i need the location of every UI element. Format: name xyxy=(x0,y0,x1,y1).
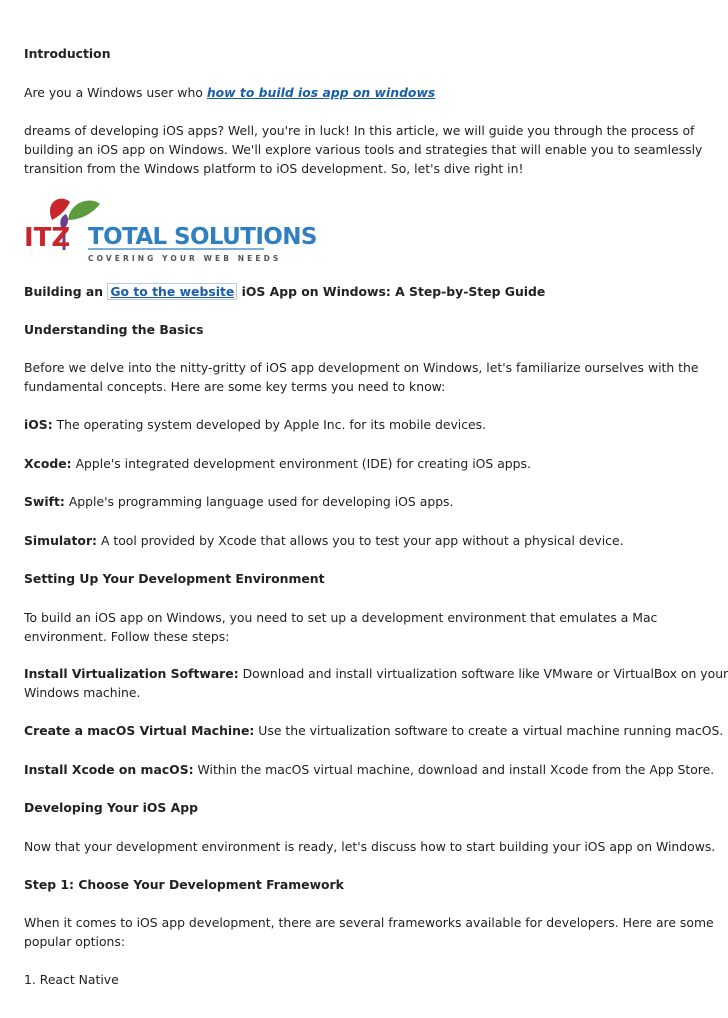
intro-para-line-2: building an iOS app on Windows. We'll explore various tools and strategies that will enable you to seamlessly xyxy=(24,142,703,157)
green-leaf-icon xyxy=(68,201,100,220)
step1-para-line-2: popular options: xyxy=(24,934,126,949)
step1-para-line-1: When it comes to iOS app development, there are several frameworks available for developers. Here are some xyxy=(24,915,714,930)
logo-brand-short: ITZ xyxy=(24,223,71,253)
step1-heading: Step 1: Choose Your Development Framework xyxy=(24,877,344,892)
term-desc: A tool provided by Xcode that allows you to test your app without a physical device. xyxy=(97,533,624,548)
go-to-website-link[interactable]: Go to the website xyxy=(107,283,237,300)
step-desc: Download and install virtualization software like VMware or VirtualBox on your xyxy=(238,666,728,681)
logo-graphic xyxy=(22,190,317,266)
term-swift xyxy=(24,492,696,511)
guide-heading xyxy=(24,282,696,301)
term-xcode xyxy=(24,454,696,473)
step-install-virtualization-cont: Windows machine. xyxy=(24,685,141,700)
intro-lead xyxy=(24,83,696,102)
guide-heading-after: iOS App on Windows: A Step-by-Step Guide xyxy=(237,284,546,299)
itz-total-solutions-logo xyxy=(22,190,317,266)
step-install-xcode xyxy=(24,760,715,779)
term-label: Xcode: xyxy=(24,456,72,471)
setup-para-line-1: To build an iOS app on Windows, you need to set up a development environment that emulates a Mac xyxy=(24,610,658,625)
term-ios xyxy=(24,415,696,434)
intro-heading: Introduction xyxy=(24,46,111,61)
guide-heading-before: Building an xyxy=(24,284,108,299)
intro-para-line-3: transition from the Windows platform to iOS development. So, let's dive right in! xyxy=(24,161,524,176)
build-ios-link[interactable]: how to build ios app on windows xyxy=(206,85,436,100)
logo-brand-long: TOTAL SOLUTIONS xyxy=(88,224,317,250)
term-desc: Apple's integrated development environment (IDE) for creating iOS apps. xyxy=(71,456,531,471)
term-desc: Apple's programming language used for developing iOS apps. xyxy=(64,494,454,509)
term-label: iOS: xyxy=(24,417,53,432)
developing-para: Now that your development environment is ready, let's discuss how to start building your iOS app on Windows. xyxy=(24,839,716,854)
term-simulator xyxy=(24,531,696,550)
term-desc: The operating system developed by Apple Inc. for its mobile devices. xyxy=(52,417,487,432)
term-label: Simulator: xyxy=(24,533,98,548)
setup-heading: Setting Up Your Development Environment xyxy=(24,571,325,586)
basics-heading: Understanding the Basics xyxy=(24,322,204,337)
step-desc: Within the macOS virtual machine, download and install Xcode from the App Store. xyxy=(193,762,715,777)
developing-heading: Developing Your iOS App xyxy=(24,800,198,815)
step-create-vm xyxy=(24,721,724,740)
step-desc: Use the virtualization software to create a virtual machine running macOS. xyxy=(254,723,724,738)
step-label: Create a macOS Virtual Machine: xyxy=(24,723,255,738)
term-label: Swift: xyxy=(24,494,65,509)
setup-para-line-2: environment. Follow these steps: xyxy=(24,629,230,644)
step-install-virtualization xyxy=(24,664,728,683)
basics-para-line-2: fundamental concepts. Here are some key terms you need to know: xyxy=(24,379,446,394)
intro-lead-text: Are you a Windows user who xyxy=(24,85,207,100)
step-label: Install Xcode on macOS: xyxy=(24,762,194,777)
intro-para-line-1: dreams of developing iOS apps? Well, you're in luck! In this article, we will guide you through the process of xyxy=(24,123,695,138)
basics-para-line-1: Before we delve into the nitty-gritty of iOS app development on Windows, let's familiarize ourselves with the xyxy=(24,360,699,375)
list-item-react-native: 1. React Native xyxy=(24,972,119,987)
logo-tagline: COVERING YOUR WEB NEEDS xyxy=(88,254,282,263)
step-label: Install Virtualization Software: xyxy=(24,666,239,681)
